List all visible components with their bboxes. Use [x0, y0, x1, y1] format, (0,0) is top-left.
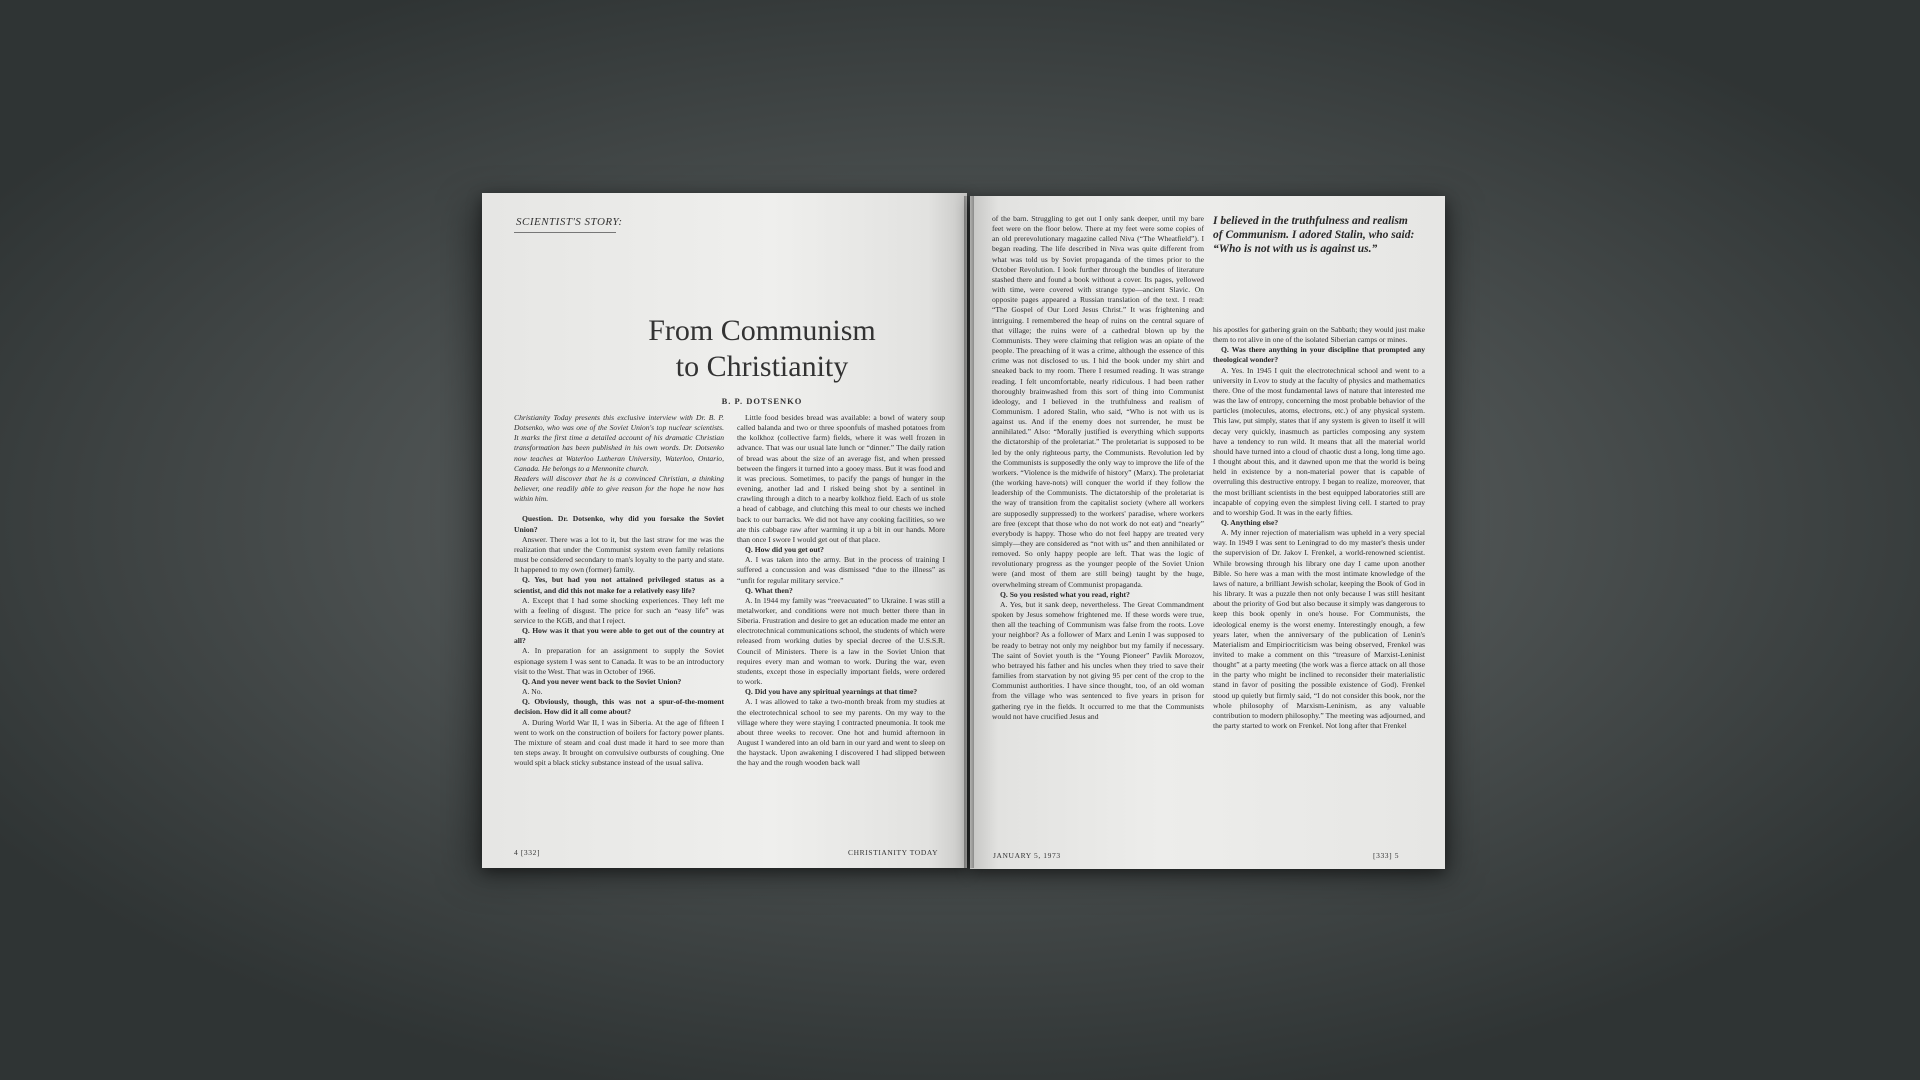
answer-paragraph: A. Except that I had some shocking experiences. They left me with a feeling of disgust. The price for such an “easy life” was service to the KGB, and that I reject. [514, 595, 724, 625]
interview-question: Q. And you never went back to the Soviet Union? [522, 676, 682, 686]
answer-paragraph: of the barn. Struggling to get out I only sank deeper, until my bare feet were on the floor below. There at my feet were some copies of an old prerevolutionary magazine called Niva (“The Wheatfield”). I began reading. The life described in Niva was quite different from what was told us by Soviet propaganda of the times prior to the October Revolution. I look further through the bundles of literature stashed there and found a book without a cover. Its pages, yellowed with time, were covered with strange type—ancient Slavic. On opposite pages appeared a Russian translation of the text. I read: “The Gospel of Our Lord Jesus Christ.” It was frightening and intriguing. I remembered the heap of ruins on the central square of that village; the ruins were of a cathedral blown up by the Communists. They were claiming that religion was an opiate of the people. The preaching of it was a crime, although the essence of this crime was not disclosed to us. I hid the book under my shirt and sneaked back to my room. There I resumed reading. It was strange reading. I felt uncomfortable, nearly ridiculous. I had been rather thoroughly brainwashed from this sort of thing into Communist ideology, and I believed in the truthfulness and realism of Communism. I adored Stalin, who said, “Who is not with us is against us. And if the enemy does not surrender, he must be annihilated.” Also: “Morally justified is everything which supports the dictatorship of the proletariat.” The proletariat is supposed to be led by the only righteous party, the Communists. Revolution led by the Communists is supposedly the only way to improve the life of the workers. “Violence is the midwife of history” (Marx). The proletariat (the working have-nots) will conquer the world if they follow the leadership of the Communists. The dictatorship of the proletariat is the way of transition from the capitalist society (where all workers are supposedly suppressed) to the workers' paradise, where workers are free (except that those who do not work do not eat) and “nearly” everybody is happy. Those who do not feel happy are treated very simply—they are considered as “not with us” and then annihilated or removed. So only happy people are left. That was the logic of revolutionary progress as the younger people of the Soviet Union were (and most of them are still being) taught by the huge, overwhelming stream of Communist propaganda. [992, 214, 1204, 589]
left-column-2 [737, 413, 945, 835]
pull-quote: I believed in the truthfulness and realism of Communism. I adored Stalin, who said: “Who is not with us is against us.” [1213, 215, 1415, 255]
article-title [592, 313, 932, 385]
interview-question: Q. Was there anything in your discipline that prompted any theological wonder? [1213, 345, 1425, 365]
answer-paragraph: A. During World War II, I was in Siberia. At the age of fifteen I went to work on the construction of boilers for factory power plants. The mixture of steam and coal dust made it hard to see more than ten steps away. It brought on convulsive outbursts of coughing. One would spit a black sticky substance instead of the usual saliva. [514, 717, 724, 768]
interview-question: Q. What then? [745, 585, 793, 595]
interview-question: Q. Did you have any spiritual yearnings at that time? [745, 687, 918, 697]
answer-paragraph: A. Yes, but it sank deep, nevertheless. The Great Commandment spoken by Jesus somehow frightened me. If these words were true, then all the teaching of Communism was false from the roots. Love your neighbor? As a follower of Marx and Lenin I was supposed to be ready to betray not only my neighbor but my family if necessary. The saint of Soviet youth is the “Young Pioneer” Pavlik Morozov, who betrayed his father and his uncles when they tried to save their families from starvation by not giving 95 per cent of the crop to the Communist authorities. I have since thought, too, of an old woman from the village who was sentenced to five years in prison for gathering rye in the fields. It occurred to me that the Communists would not have crucified Jesus and [992, 599, 1204, 721]
title-line-2: to Christianity [675, 350, 849, 383]
interview-question: Question. Dr. Dotsenko, why did you forsake the Soviet Union? [514, 514, 724, 534]
right-column-1 [992, 214, 1204, 846]
answer-paragraph: Answer. There was a lot to it, but the last straw for me was the realization that under the Communist system even family relations must be considered secondary to man's loyalty to the party and state. It happened to my own (former) family. [514, 534, 724, 575]
answer-paragraph: his apostles for gathering grain on the Sabbath; they would just make them to rot alive in one of the isolated Siberian camps or mines. [1213, 325, 1425, 345]
section-kicker: SCIENTIST'S STORY: [516, 216, 623, 228]
answer-paragraph: A. In preparation for an assignment to supply the Soviet espionage system I was sent to Canada. It was to be an introductory visit to the West. That was in October of 1966. [514, 646, 724, 676]
issue-date-footer: JANUARY 5, 1973 [993, 851, 1061, 860]
answer-paragraph: Little food besides bread was available: a bowl of watery soup called balanda and two or three spoonfuls of mashed potatoes from the kolkhoz (collective farm) fields, where it was well frozen in advance. That was our usual late lunch or “dinner.” The daily ration of bread was about the size of an average fist, and when pressed between the fingers it turned into a gooey mass. But it was food and it was precious. Sometimes, to pacify the pangs of hunger in the evening, another lad and I risked being shot by a sentinel in crawling through a ditch to a nearby kolkhoz field. Each of us stole a head of cabbage, and clutching this meal to our chests we inched back to our barracks. We did not have any cooking facilities, so we ate this cabbage raw after warming it up a bit in our hands. More than once I swore I would get out of that place. [737, 413, 945, 544]
answer-paragraph: A. No. [522, 687, 543, 697]
left-page [482, 193, 967, 868]
interview-question: Q. How did you get out? [745, 545, 824, 555]
right-page [970, 196, 1445, 869]
interview-question: Q. How was it that you were able to get out of the country at all? [514, 626, 724, 646]
byline: B. P. DOTSENKO [721, 396, 803, 406]
page-gutter [964, 196, 974, 868]
title-line-1: From Communism [648, 314, 876, 347]
answer-paragraph: A. I was taken into the army. But in the process of training I suffered a concussion and was dismissed “due to the illness” as “unfit for regular military service.” [737, 555, 945, 585]
interview-question: Q. Yes, but had you not attained privileged status as a scientist, and did this not make for a relatively easy life? [514, 575, 724, 595]
right-column-2 [1213, 325, 1425, 847]
left-page-number: 4 [332] [514, 848, 541, 857]
answer-paragraph: A. I was allowed to take a two-month break from my studies at the electrotechnical school to see my parents. On my way to the village where they were staying I contracted pneumonia. It took me about three weeks to recover. One hot and humid afternoon in August I wandered into an old barn in our yard and went to sleep on the haystack. Upon awakening I discovered I had slipped between the hay and the rough wooden back wall [737, 697, 945, 768]
interview-question: Q. Anything else? [1221, 517, 1279, 527]
magazine-name-footer: CHRISTIANITY TODAY [848, 848, 939, 857]
right-page-number: [333] 5 [1373, 851, 1400, 860]
intro-paragraph: Readers will discover that he is a convinced Christian, a thinking believer, one readily able to give reason for the hope he now has within him. [514, 473, 724, 504]
interview-question: Q. So you resisted what you read, right? [1000, 589, 1130, 599]
answer-paragraph: A. Yes. In 1945 I quit the electrotechnical school and went to a university in Lvov to study at the faculty of physics and mathematics there. One of the most fundamental laws of nature that interested me was the law of entropy, concerning the most probable behavior of the particles (molecules, atoms, electrons, etc.) of any physical system. This law, put simply, states that if any system is given to itself it will decay very quickly, inasmuch as particles composing any system have a tendency to run wild. It means that all the material world should have turned into a cloud of chaotic dust a long, long time ago. I thought about this, and it dawned upon me that the world is being held in existence by a non-material power that is capable of overruling this destructive entropy. I began to realize, moreover, that the most brilliant scientists in the best equipped laboratories still are incapable of copying even the simplest living cell. I started to pray and to worship God. It was in the early fifties. [1213, 365, 1425, 517]
left-column-1 [514, 413, 724, 835]
answer-paragraph: A. In 1944 my family was “reevacuated” to Ukraine. I was still a metalworker, and conditions were not much better there than in Siberia. Frustration and desire to get an education made me enter an electrotechnical communications school, the students of which were released from working duties by special decree of the U.S.S.R. Council of Ministers. There is a law in the Soviet Union that requires every man and woman to work. During the war, even students, except those in especially important fields, were ordered to work. [737, 595, 945, 687]
interview-question: Q. Obviously, though, this was not a spur-of-the-moment decision. How did it all come about? [514, 697, 724, 717]
kicker-rule [514, 232, 616, 233]
intro-paragraph: Christianity Today presents this exclusive interview with Dr. B. P. Dotsenko, who was one of the Soviet Union's top nuclear scientists. It marks the first time a detailed account of his dramatic Christian transformation has been published in his own words. Dr. Dotsenko now teaches at Waterloo Lutheran University, Waterloo, Ontario, Canada. He belongs to a Mennonite church. [514, 413, 724, 473]
answer-paragraph: A. My inner rejection of materialism was upheld in a very special way. In 1949 I was sent to Leningrad to do my master's thesis under the supervision of Dr. Jakov I. Frenkel, a world-renowned scientist. While browsing through his library one day I came upon another Bible. So here was a man with the most intimate knowledge of the laws of nature, a brilliant Jewish scholar, keeping the Book of God in his library. It was a puzzle then not only because I was still hesitant about the priority of God but also because it simply was dangerous to keep this book openly in one's house. For Communists, the ideological enemy is the worst enemy. Interestingly enough, a few years later, when the anniversary of the publication of Lenin's Materialism and Empiriocriticism was being observed, Frenkel was invited to make a comment on this “treasure of Marxist-Leninist thought” at a party meeting (the work was a fierce attack on all those in the party who might be inclined to reconsider their materialistic stand in favor of positing the possible existence of God). Frenkel stood up quietly but firmly said, “I do not consider this book, nor the whole philosophy of Marxism-Leninism, as any valuable contribution to modern philosophy.” The meeting was adjourned, and the party started to work on Frenkel. Not long after that Frenkel [1213, 528, 1425, 731]
